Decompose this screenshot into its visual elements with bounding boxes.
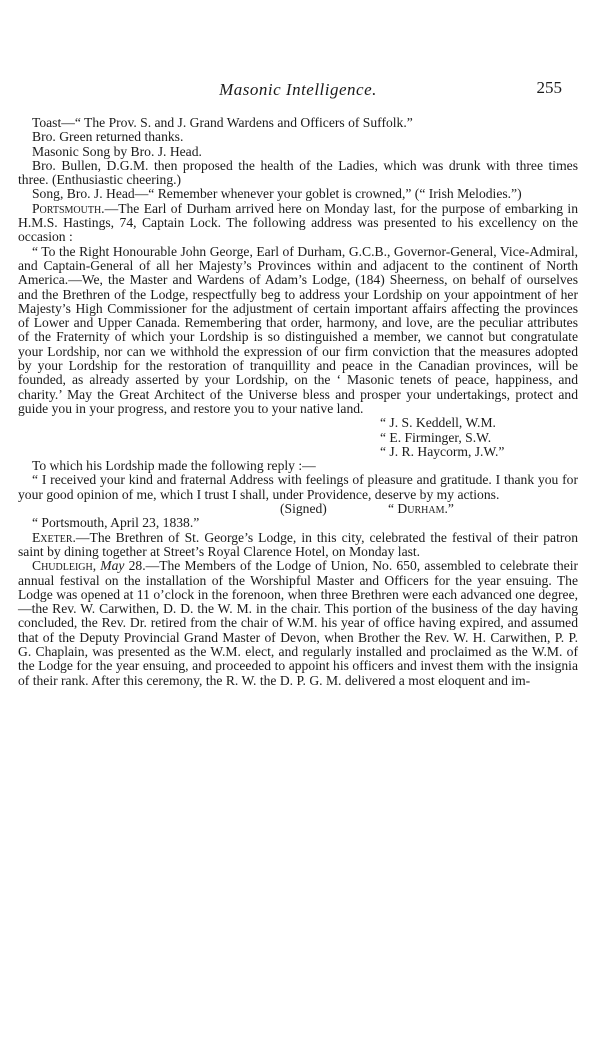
chudleigh-date: May: [100, 558, 125, 574]
reply-intro-paragraph: To which his Lordship made the following reply :—: [32, 458, 316, 474]
exeter-text: —The Brethren of St. George’s Lodge, in this city, celebrated the festival of their patron saint by dining together at Street’s Royal Clarence Hotel, on Monday last.: [18, 529, 578, 559]
signature-haycorm: [18, 445, 578, 459]
page-header: [18, 80, 578, 106]
portsmouth-text: —The Earl of Durham arrived here on Monday last, for the purpose of embarking in H.M.S. Hastings, 74, Captain Lock. The following address was presented to his excellency on the occasion :: [18, 200, 578, 245]
article-body: [18, 116, 578, 688]
signed-label: (Signed): [280, 501, 327, 517]
chudleigh-paragraph: [18, 559, 578, 688]
signature-firminger: [18, 431, 578, 445]
address-paragraph: “ To the Right Honourable John George, Earl of Durham, G.C.B., Governor-General, Vice-Admiral, and Captain-General of all her Majesty’s Provinces within and adjacent to the continent of North America.—We, the Master and Wardens of Adam’s Lodge, (184) Sheerness, on behalf of ourselves and the Brethren of the Lodge, respectfully beg to address your Lordship on your appointment of her Majesty’s High Commissioner for the adjustment of certain important affairs affecting the provinces of Lower and Upper Canada. Remembering that order, harmony, and love, are the peculiar attributes of the Fraternity of which your Lordship is so distinguished a member, we cannot but congratulate your Lordship, nor can we withhold the expression of our firm conviction that the measures adopted by your Lordship for the restoration of tranquillity and peace in the Canadian provinces, will be founded, as already asserted by your Lordship, on the ‘ Masonic tenets of peace, happiness, and charity.’ May the Great Architect of the Universe bless and prosper your undertakings, protect and guide you in your progress, and restore you to your native land.: [18, 243, 578, 416]
signed-name: “ Durham.”: [388, 501, 454, 517]
signature-keddell: [18, 416, 578, 430]
song-paragraph: Masonic Song by Bro. J. Head.: [32, 143, 202, 159]
signature-haycorm-text: “ J. R. Haycorm, J.W.”: [380, 443, 505, 459]
portsmouth-paragraph: [18, 202, 578, 245]
head-song-paragraph: Song, Bro. J. Head—“ Remember whenever your goblet is crowned,” (“ Irish Melodies.”): [32, 186, 522, 202]
exeter-paragraph: [18, 531, 578, 560]
toast-paragraph: Toast—“ The Prov. S. and J. Grand Wardens and Officers of Suffolk.”: [32, 115, 413, 130]
green-paragraph: Bro. Green returned thanks.: [32, 129, 184, 145]
portsmouth-heading: Portsmouth.: [32, 200, 105, 216]
signature-keddell-text: “ J. S. Keddell, W.M.: [380, 415, 496, 431]
reply-paragraph: “ I received your kind and fraternal Address with feelings of pleasure and gratitude. I thank you for your good opinion of me, which I trust I shall, under Providence, deserve by my actions.: [18, 472, 578, 502]
chudleigh-heading: Chudleigh,: [32, 558, 97, 574]
book-page: [18, 80, 578, 688]
signature-firminger-text: “ E. Firminger, S.W.: [380, 429, 492, 445]
exeter-heading: Exeter.: [32, 529, 76, 545]
bullen-paragraph: Bro. Bullen, D.G.M. then proposed the health of the Ladies, which was drunk with three times three. (Enthusiastic cheering.): [18, 157, 578, 188]
chudleigh-text: 28.—The Members of the Lodge of Union, No. 650, assembled to celebrate their annual festival on the installation of the Worshipful Master and Officers for the year ensuing. The Lodge was opened at 11 o’clock in the forenoon, when three Brethren were each advanced one degree,—the Rev. W. Carwithen, D. D. the W. M. in the chair. This portion of the business of the day having concluded, the Rev. Dr. retired from the chair of W.M. his year of office having expired, and assumed that of the Deputy Provincial Grand Master of Devon, when Brother the Rev. W. H. Carwithen, P. P. G. Chaplain, was presented as the W.M. elect, and regularly installed and proclaimed as the W.M. of the Lodge for the year ensuing, and proceeded to appoint his officers and invest them with the insignia of their rank. After this ceremony, the R. W. the D. P. G. M. delivered a most eloquent and im-: [18, 558, 578, 688]
dateline-paragraph: “ Portsmouth, April 23, 1838.”: [32, 515, 200, 531]
signed-line: [18, 502, 578, 516]
running-title: Masonic Intelligence.: [219, 80, 377, 99]
page-number: 255: [536, 78, 562, 97]
